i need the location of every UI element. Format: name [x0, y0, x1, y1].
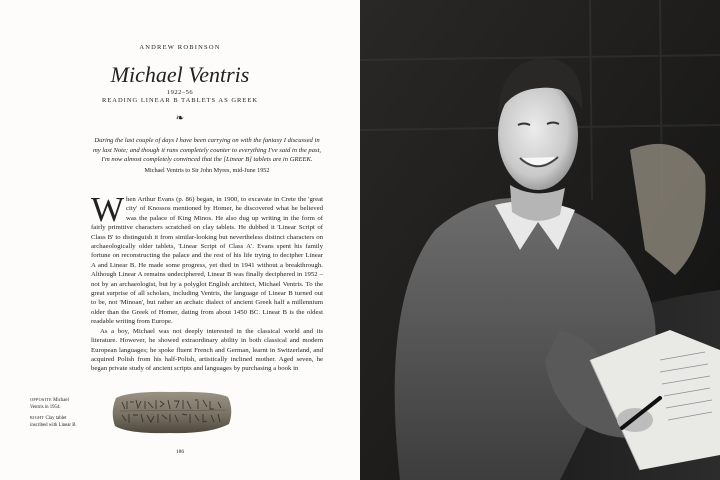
author-name: ANDREW ROBINSON	[139, 44, 221, 51]
paragraph-1	[91, 190, 323, 327]
caption-opposite	[30, 397, 78, 411]
caption-right	[30, 415, 78, 429]
right-page-photo	[360, 0, 720, 480]
paragraph-2: As a boy, Michael was not deeply interested in the classical world and its literature. However, he showed extraordinary ability in both classical and modern European languages; he spoke fluent French and German, learnt in Switzerland, and acquired Polish from his half-Polish, artistically inclined mother. Aged seven, he began private study of ancient scripts and languages by purchasing a book in	[91, 327, 323, 373]
paragraph-1-text: hen Arthur Evans (p. 86) began, in 1900, to excavate in Crete the 'great city' of Knossos mentioned by Homer, he discovered what he believed was the palace of King Minos. He also dug up writing in the form of fairly primitive characters scratched on clay tablets. He dubbed it 'Linear Script of Class B' to distinguish it from similar-looking but nevertheless distinct characters on archaeologically older tablets, 'Linear Script of Class A'. Evans spent his family fortune on reconstructing the palace and the rest of his life trying to decipher Linear A and Linear B. He made some progress, yet died in 1941 without a breakthrough. Although Linear A remains undeciphered, Linear B was finally deciphered in 1952 – not by an archaeologist, but by a polyglot English architect, Michael Ventris. To the great surprise of all scholars, including Ventris, the language of Linear B turned out to be, not 'Minoan', but rather an archaic dialect of ancient Greek half a millennium older than the Greek of Homer, dating from about 1450 BC. Linear B is the oldest readable writing from Europe.	[91, 196, 323, 326]
body-text	[91, 190, 323, 374]
epigraph-attribution: Michael Ventris to Sir John Myres, mid-June 1952	[144, 167, 270, 174]
page-number: 186	[175, 449, 185, 455]
caption-opposite-text: Michael Ventris in 1954.	[30, 398, 69, 410]
drop-cap: W	[91, 190, 125, 229]
ornament-icon: ❧	[175, 113, 185, 124]
caption-right-label: RIGHT	[30, 415, 45, 420]
chapter-title: Michael Ventris	[110, 62, 250, 87]
caption-right-text: Clay tablet inscribed with Linear B.	[30, 416, 77, 428]
caption-opposite-label: OPPOSITE	[30, 397, 52, 402]
portrait-photo	[360, 0, 720, 480]
epigraph-quote: During the last couple of days I have been carrying on with the fantasy I discussed in my last Note; and though it runs completely counter to everything I've said in the past, I'm now almost completely convinced that the [Linear B] tablets are in GREEK.	[92, 137, 322, 163]
clay-tablet-image	[110, 388, 234, 436]
chapter-subtitle: READING LINEAR B TABLETS AS GREEK	[101, 97, 259, 104]
figure-captions	[30, 397, 78, 433]
life-dates: 1922–56	[166, 89, 194, 96]
